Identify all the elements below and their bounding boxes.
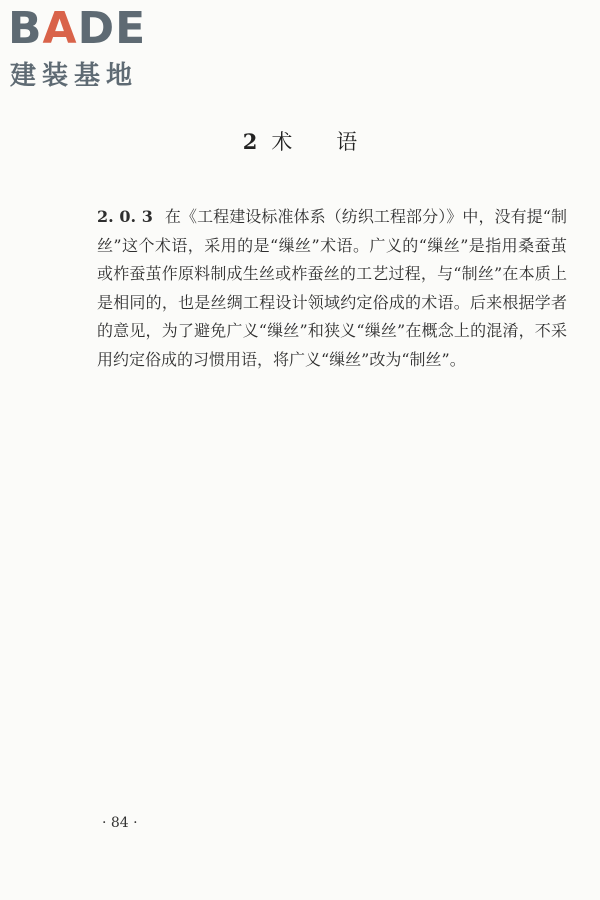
logo-letter-b: B	[8, 3, 43, 54]
logo-letter-a: A	[42, 3, 78, 54]
logo-letters-de: DE	[77, 3, 147, 54]
section-heading	[0, 126, 600, 156]
page-number: · 84 ·	[102, 815, 138, 831]
logo-wordmark	[8, 3, 147, 54]
section-title: 术语	[271, 130, 402, 154]
clause-paragraph	[97, 203, 567, 375]
clause-text: 在《工程建设标准体系（纺织工程部分）》中，没有提“制丝”这个术语，采用的是“缫丝”术语。广义的“缫丝”是指用桑蚕茧或柞蚕茧作原料制成生丝或柞蚕丝的工艺过程，与“制丝”在本质上是相同的，也是丝绸工程设计领域约定俗成的术语。后来根据学者的意见，为了避免广义“缫丝”和狭义“缫丝”在概念上的混淆，不采用约定俗成的习惯用语，将广义“缫丝”改为“制丝”。	[97, 207, 567, 369]
clause-number: 2. 0. 3	[97, 207, 153, 226]
logo-chinese-text: 建装基地	[10, 61, 139, 91]
bade-logo	[8, 3, 178, 91]
section-number: 2	[242, 129, 258, 154]
